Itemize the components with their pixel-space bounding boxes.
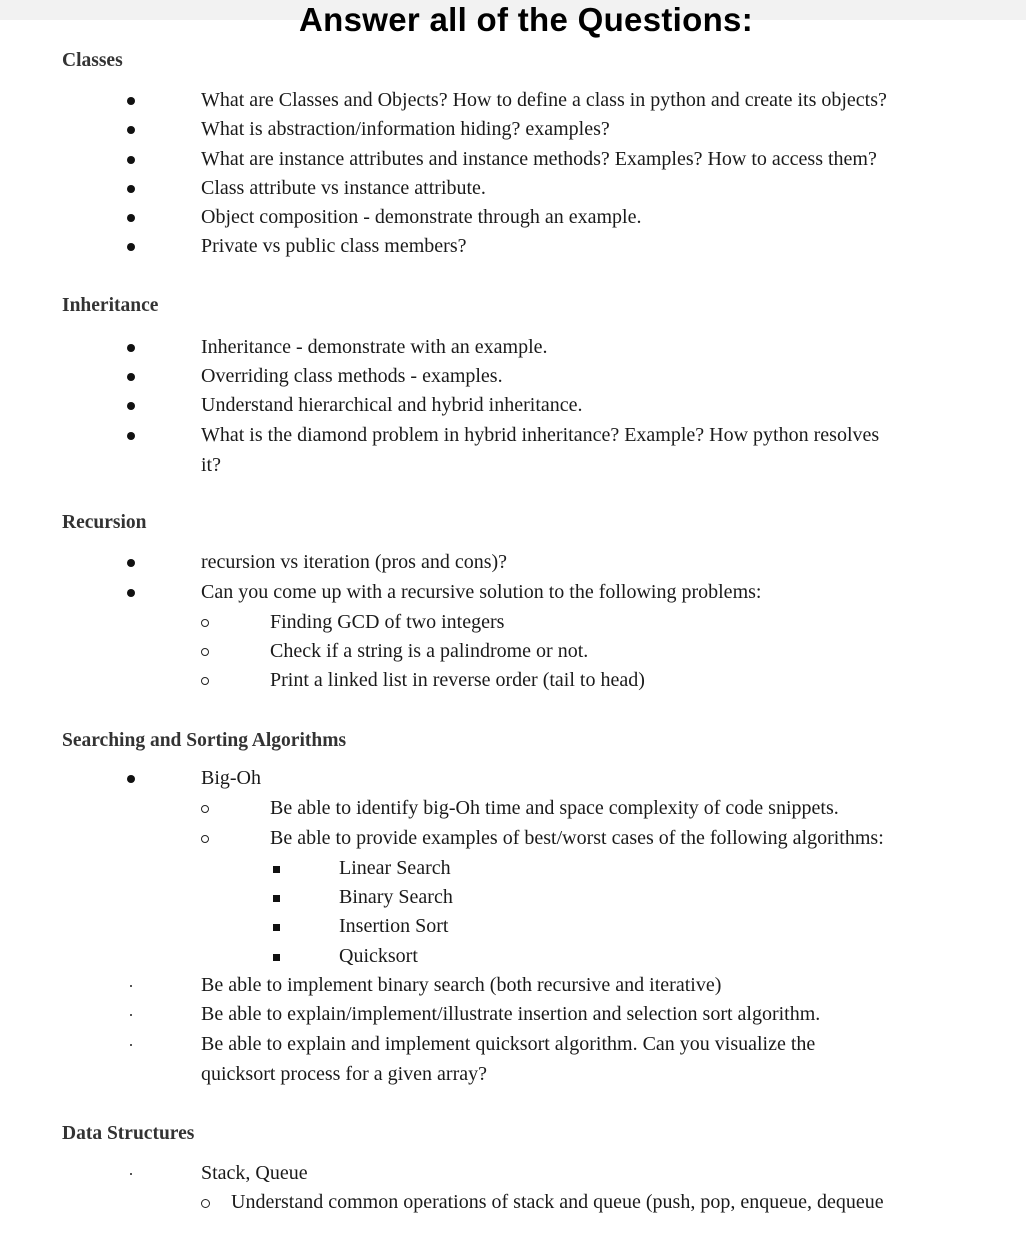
disc-bullet-icon xyxy=(127,185,135,193)
list-item-text: Be able to identify big-Oh time and space complexity of code snippets. xyxy=(270,797,839,819)
list-item-text: Be able to explain/implement/illustrate insertion and selection sort algorithm. xyxy=(201,1003,821,1025)
section-heading: Data Structures xyxy=(62,1123,195,1144)
square-bullet-icon xyxy=(273,924,280,931)
list-item-text: Finding GCD of two integers xyxy=(270,611,505,633)
list-item-text: What is the diamond problem in hybrid inheritance? Example? How python resolves xyxy=(201,424,880,446)
circle-bullet-icon xyxy=(201,835,209,843)
o-bullet-icon xyxy=(201,1199,210,1208)
list-item-text: recursion vs iteration (pros and cons)? xyxy=(201,551,508,573)
list-item-text: Binary Search xyxy=(339,886,453,908)
section-heading: Inheritance xyxy=(62,295,159,316)
list-item-text: Be able to explain and implement quicksort algorithm. Can you visualize the xyxy=(201,1033,816,1055)
list-item-text: Understand common operations of stack and queue (push, pop, enqueue, dequeue xyxy=(231,1191,884,1213)
list-item-text: Overriding class methods - examples. xyxy=(201,365,503,387)
list-item-text: Private vs public class members? xyxy=(201,235,467,257)
list-item-text: Be able to provide examples of best/worst cases of the following algorithms: xyxy=(270,827,884,849)
disc-bullet-icon xyxy=(127,402,135,410)
disc-bullet-icon xyxy=(127,126,135,134)
list-item-text: Be able to implement binary search (both recursive and iterative) xyxy=(201,974,722,996)
page-title: Answer all of the Questions: xyxy=(299,1,753,38)
list-item-text: What are Classes and Objects? How to define a class in python and create its objects? xyxy=(201,89,887,111)
list-item-text: Quicksort xyxy=(339,945,418,967)
disc-bullet-icon xyxy=(127,432,135,440)
dot-bullet-icon xyxy=(130,985,132,987)
disc-bullet-icon xyxy=(127,97,135,105)
list-item-text: Class attribute vs instance attribute. xyxy=(201,177,486,199)
list-item-text: Print a linked list in reverse order (tail to head) xyxy=(270,669,645,691)
disc-bullet-icon xyxy=(127,373,135,381)
square-bullet-icon xyxy=(273,866,280,873)
square-bullet-icon xyxy=(273,954,280,961)
disc-bullet-icon xyxy=(127,214,135,222)
disc-bullet-icon xyxy=(127,589,135,597)
list-item-text: Check if a string is a palindrome or not. xyxy=(270,640,589,662)
list-item-text: Inheritance - demonstrate with an example. xyxy=(201,336,548,358)
disc-bullet-icon xyxy=(127,156,135,164)
list-item-text: What are instance attributes and instance methods? Examples? How to access them? xyxy=(201,148,877,170)
list-item-text: Understand hierarchical and hybrid inheritance. xyxy=(201,394,583,416)
dot-bullet-icon xyxy=(130,1173,132,1175)
list-item-text: Can you come up with a recursive solution to the following problems: xyxy=(201,581,762,603)
circle-bullet-icon xyxy=(201,648,209,656)
list-item-text: Linear Search xyxy=(339,857,451,879)
disc-bullet-icon xyxy=(127,559,135,567)
section-heading: Classes xyxy=(62,50,123,71)
circle-bullet-icon xyxy=(201,805,209,813)
list-item-text: Object composition - demonstrate through an example. xyxy=(201,206,642,228)
circle-bullet-icon xyxy=(201,677,209,685)
dot-bullet-icon xyxy=(130,1044,132,1046)
list-item-text: Big-Oh xyxy=(201,767,261,789)
disc-bullet-icon xyxy=(127,775,135,783)
disc-bullet-icon xyxy=(127,243,135,251)
square-bullet-icon xyxy=(273,895,280,902)
list-item-continuation: quicksort process for a given array? xyxy=(201,1063,487,1085)
disc-bullet-icon xyxy=(127,344,135,352)
list-item-text: What is abstraction/information hiding? examples? xyxy=(201,118,610,140)
list-item-text: Stack, Queue xyxy=(201,1162,308,1184)
list-item-continuation: it? xyxy=(201,454,221,476)
section-heading: Recursion xyxy=(62,512,147,533)
circle-bullet-icon xyxy=(201,619,209,627)
dot-bullet-icon xyxy=(130,1014,132,1016)
section-heading: Searching and Sorting Algorithms xyxy=(62,730,347,751)
list-item-text: Insertion Sort xyxy=(339,915,449,937)
